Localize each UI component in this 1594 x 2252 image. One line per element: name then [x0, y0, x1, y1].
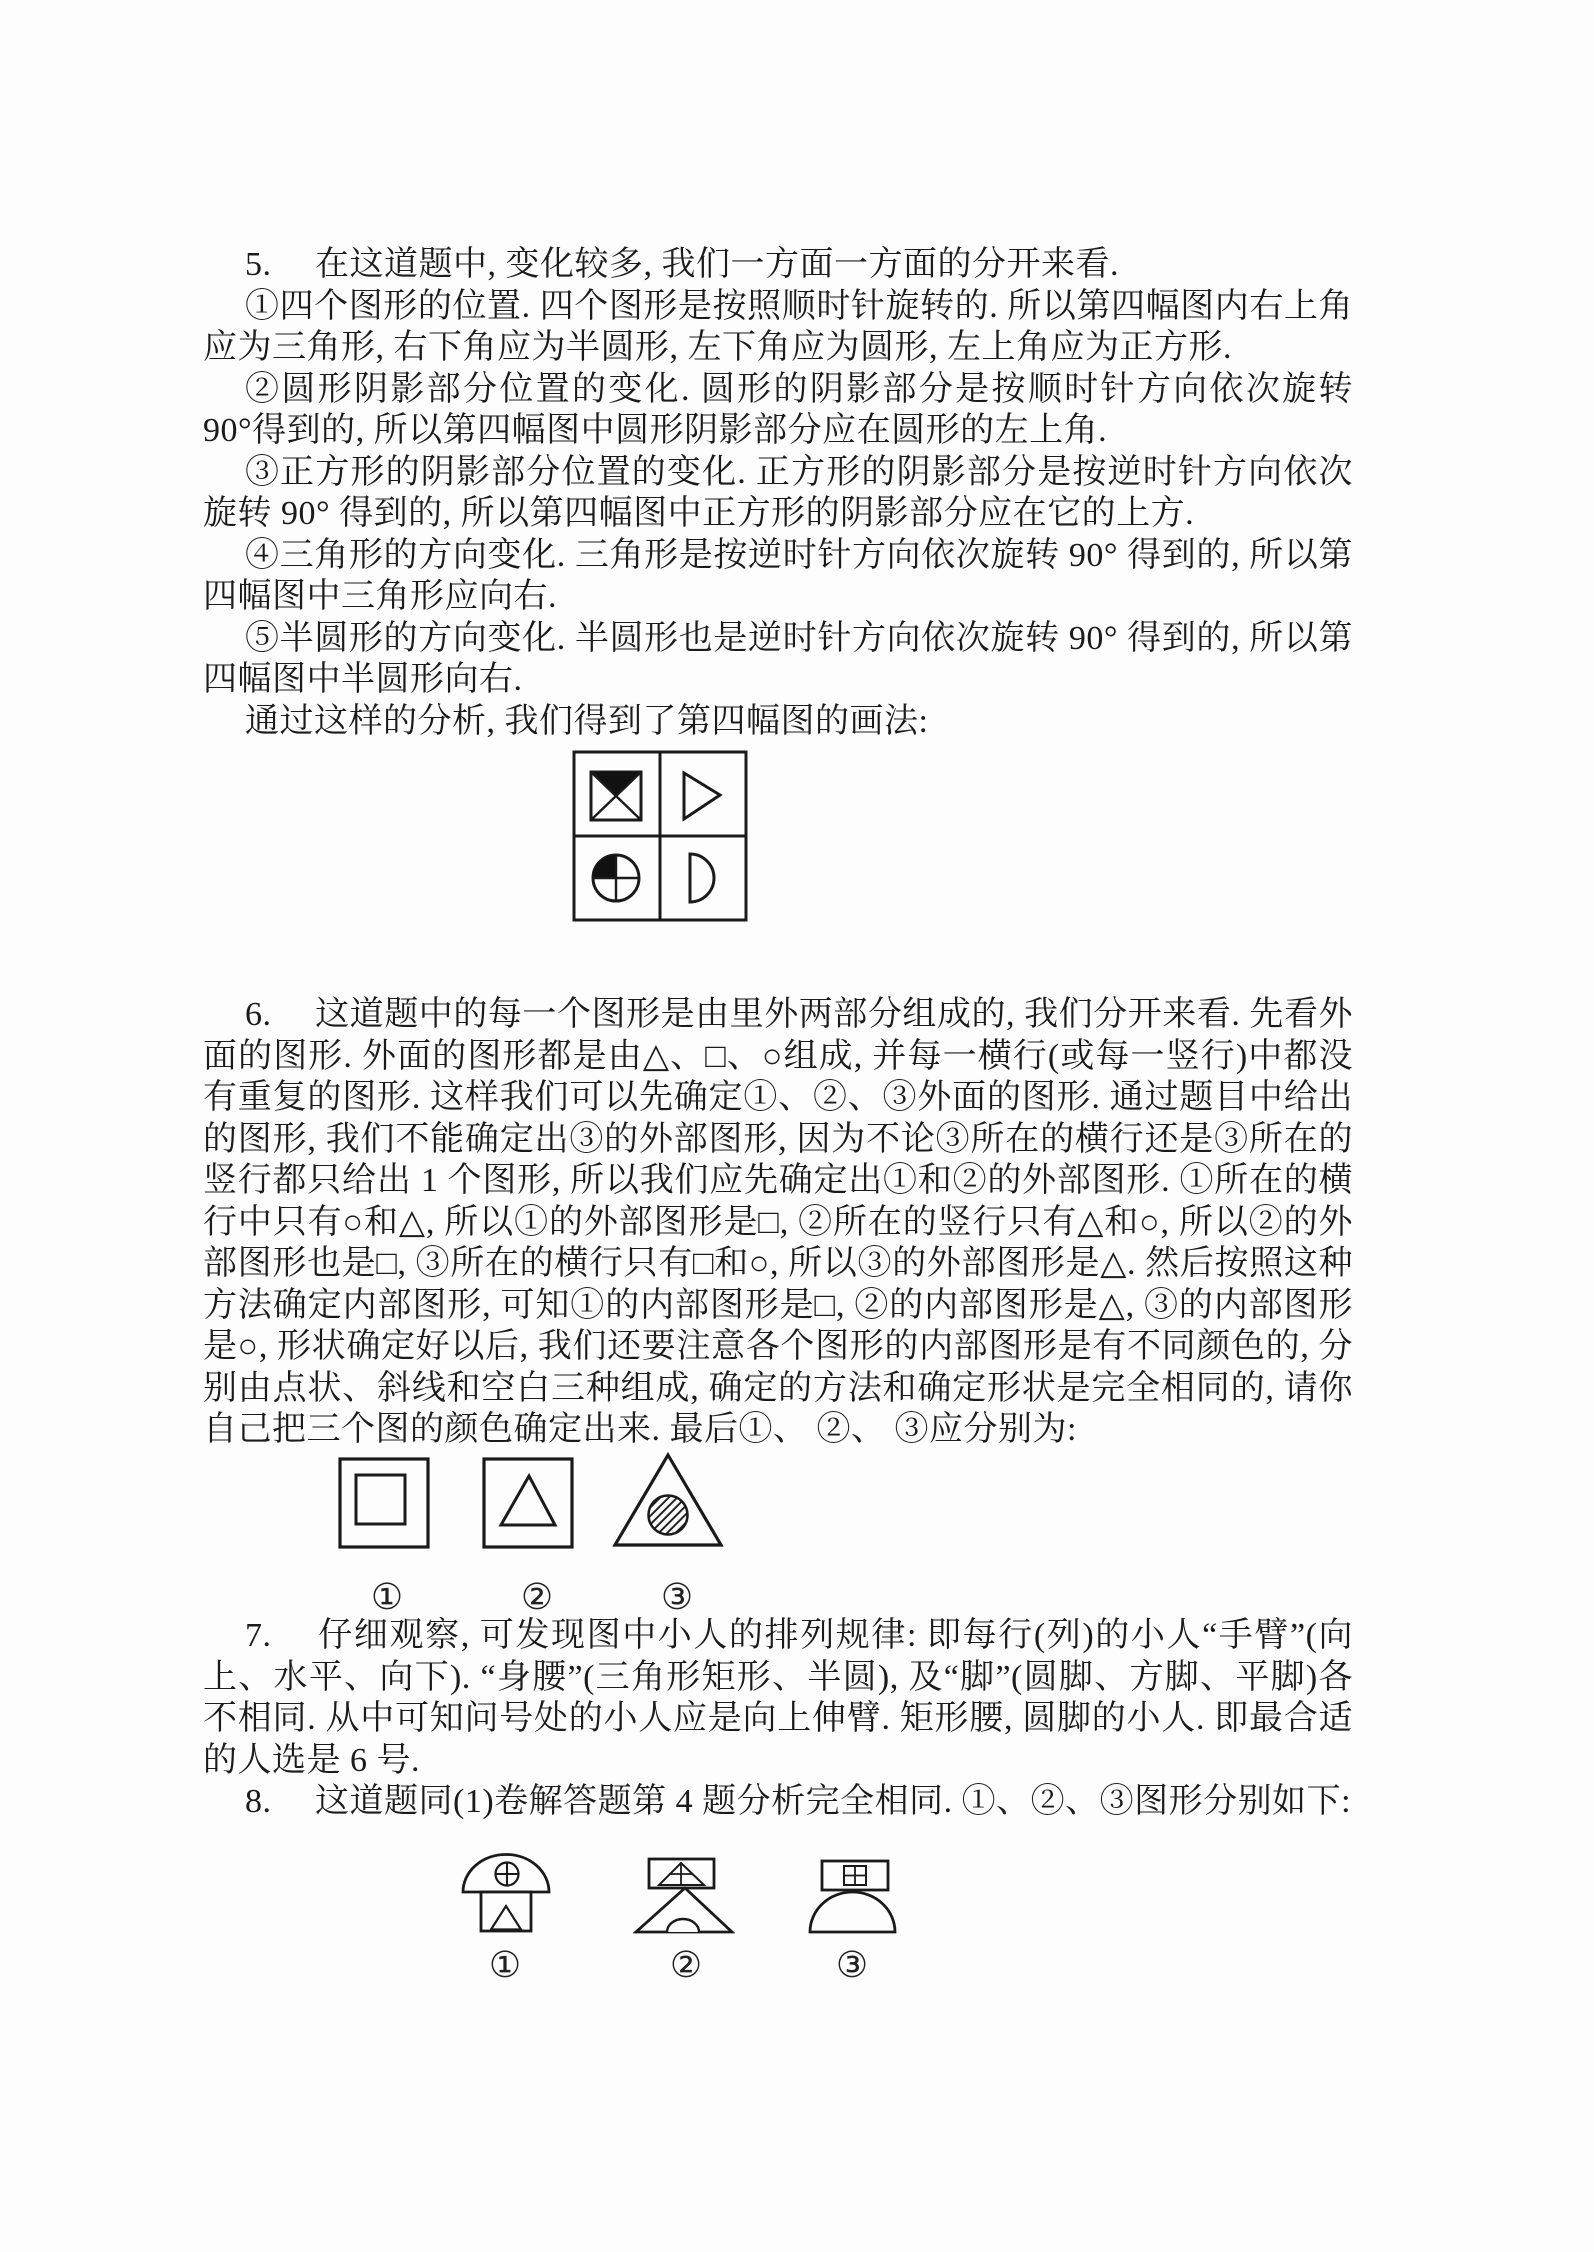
paragraph-5-point1: ①四个图形的位置. 四个图形是按照顺时针旋转的. 所以第四幅图内右上角应为三角形, 右下角应为半圆形, 左下角应为圆形, 左上角应为正方形.: [203, 287, 1353, 366]
circle-cross-shaded-icon: [593, 855, 639, 901]
figure8-label-3: ③: [835, 1945, 869, 1986]
section-8-text-block: [203, 1781, 1353, 1823]
paragraph-5-intro: 5. 在这道题中, 变化较多, 我们一方面一方面的分开来看.: [245, 246, 1119, 283]
section-7-text-block: [203, 1615, 1353, 1781]
paragraph-6: 6. 这道题中的每一个图形是由里外两部分组成的, 我们分开来看. 先看外面的图形. 外面的图形都是由△、□、○组成, 并每一横行(或每一竖行)中都没有重复的图形. 这样我们可以先确定①、②、③外面的图形. 通过题目中给出的图形, 我们不能确定出③的外部图形, 因为不论③所在的横行还是③所在的竖行都只给出 1 个图形, 所以我们应先确定出①和②的外部图形. ①所在的横行中只有○和△, 所以①的外部图形是□, ②所在的竖行只有△和○, 所以②的外部图形也是□, ③所在的横行只有□和○, 所以③的外部图形是△. 然后按照这种方法确定内部图形, 可知①的内部图形是□, ②的内部图形是△, ③的内部图形是○, 形状确定好以后, 我们还要注意各个图形的内部图形是有不同颜色的, 分别由点状、斜线和空白三种组成, 确定的方法和确定形状是完全相同的, 请你自己把三个图的颜色确定出来. 最后①、 ②、 ③应分别为:: [203, 996, 1353, 1448]
paragraph-5-point2: ②圆形阴影部分位置的变化. 圆形的阴影部分是按顺时针方向依次旋转 90°得到的, 所以第四幅图中圆形阴影部分应在圆形的左上角.: [203, 370, 1353, 449]
paragraph-5-point5: ⑤半圆形的方向变化. 半圆形也是逆时针方向依次旋转 90° 得到的, 所以第四幅图中半圆形向右.: [203, 619, 1353, 698]
paragraph-5-point4: ④三角形的方向变化. 三角形是按逆时针方向依次旋转 90° 得到的, 所以第四幅图中三角形应向右.: [203, 536, 1353, 615]
square-x-top-shaded-icon: [591, 772, 641, 820]
paragraph-8: 8. 这道题同(1)卷解答题第 4 题分析完全相同. ①、②、③图形分别如下:: [245, 1783, 1352, 1820]
paragraph-7: 7. 仔细观察, 可发现图中小人的排列规律: 即每行(列)的小人“手臂”(向上、水平、向下). “身腰”(三角形矩形、半圆), 及“脚”(圆脚、方脚、平脚)各不相同. 从中可知问号处的小人应是向上伸臂. 矩形腰, 圆脚的小人. 即最合适的人选是 6 号.: [203, 1617, 1353, 1779]
figure6-label-3: ③: [660, 1577, 694, 1618]
section-6-text-block: [203, 994, 1353, 1451]
paragraph-5-conclusion: 通过这样的分析, 我们得到了第四幅图的画法:: [245, 702, 929, 740]
paragraph-5-point3: ③正方形的阴影部分位置的变化. 正方形的阴影部分是按逆时针方向依次旋转 90° 得到的, 所以第四幅图中正方形的阴影部分应在它的上方.: [203, 453, 1353, 532]
triangle-in-square-icon: [482, 1457, 574, 1549]
figure-answer-grid: [572, 750, 748, 922]
square-in-square-icon: [338, 1457, 430, 1549]
figure-problem-6-shapes: [203, 1452, 923, 1622]
dome-over-box-icon: [461, 1853, 551, 1933]
figure8-label-1: ①: [488, 1945, 522, 1986]
box-over-dome-icon: [807, 1858, 899, 1936]
box-over-triangle-icon: [633, 1857, 735, 1935]
section-5-text-block: [203, 244, 1353, 742]
figure6-label-1: ①: [370, 1577, 404, 1618]
figure8-label-2: ②: [669, 1945, 703, 1986]
figure6-label-2: ②: [520, 1577, 554, 1618]
hatched-circle-in-triangle-icon: [611, 1452, 725, 1548]
answer-grid-drawing: [572, 750, 748, 922]
figure-problem-8-shapes: [203, 1853, 1103, 2003]
